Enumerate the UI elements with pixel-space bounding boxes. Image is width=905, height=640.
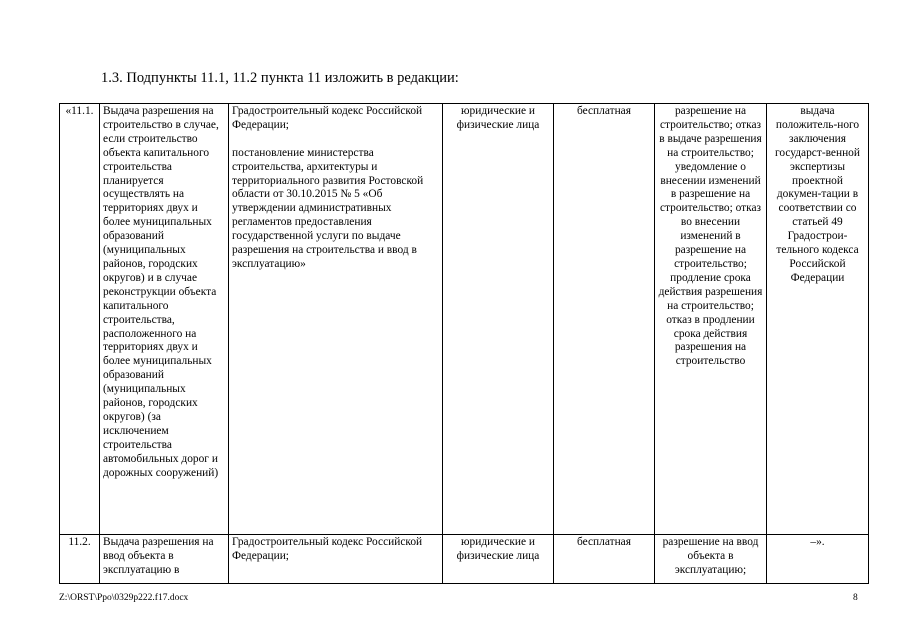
- legal-basis-code: Градостроительный кодекс Российской Федерации;: [232, 105, 423, 131]
- required-documents: –».: [767, 535, 869, 584]
- service-name: Выдача разрешения на строительство в случае, если строительство объекта капитального строительства планируется осуществлять на территориях двух и более муниципальных образований (муниципальных районов, городских округов) и в случае реконструкции объекта капитального строительства, расположенного на территориях двух и более муниципальных образований (муниципальных районов, городских округов) (за исключением строительства автомобильных дорог и дорожных сооружений): [100, 104, 229, 535]
- service-result: разрешение на ввод объекта в эксплуатацию;: [655, 535, 767, 584]
- applicants: юридические и физические лица: [443, 535, 554, 584]
- row-number: 11.2.: [60, 535, 100, 584]
- fee: бесплатная: [554, 535, 655, 584]
- amendment-table: [59, 103, 869, 584]
- fee: бесплатная: [554, 104, 655, 535]
- table-row: [60, 104, 869, 535]
- service-result: разрешение на строительство; отказ в выдаче разрешения на строительство; уведомление о внесении изменений в разрешение на строительство; отказ во внесении изменений в разрешение на строительство; продление срока действия разрешения на строительство; отказ в продлении срока действия разрешения на строительство: [655, 104, 767, 535]
- legal-basis-resolution: постановление министерства строительства, архитектуры и территориального развития Ростовской области от 30.10.2015 № 5 «Об утверждении административных регламентов предоставления государственной услуги по выдаче разрешения на строительства и ввод в эксплуатацию»: [232, 146, 424, 270]
- required-documents: выдача положитель-ного заключения государст-венной экспертизы проектной докумен-тации в соответствии со статьей 49 Градострои-тельного кодекса Российской Федерации: [767, 104, 869, 535]
- section-heading: 1.3. Подпункты 11.1, 11.2 пункта 11 изложить в редакции:: [101, 70, 459, 86]
- footer-file-path: Z:\ORST\Ppo\0329p222.f17.docx: [59, 593, 189, 603]
- row-number: «11.1.: [60, 104, 100, 535]
- legal-basis: [229, 104, 443, 535]
- service-name: Выдача разрешения на ввод объекта в эксплуатацию в: [100, 535, 229, 584]
- applicants: юридические и физические лица: [443, 104, 554, 535]
- footer-page-number: 8: [853, 593, 858, 603]
- table-row: [60, 535, 869, 584]
- legal-basis-code: Градостроительный кодекс Российской Федерации;: [232, 536, 423, 562]
- legal-basis: [229, 535, 443, 584]
